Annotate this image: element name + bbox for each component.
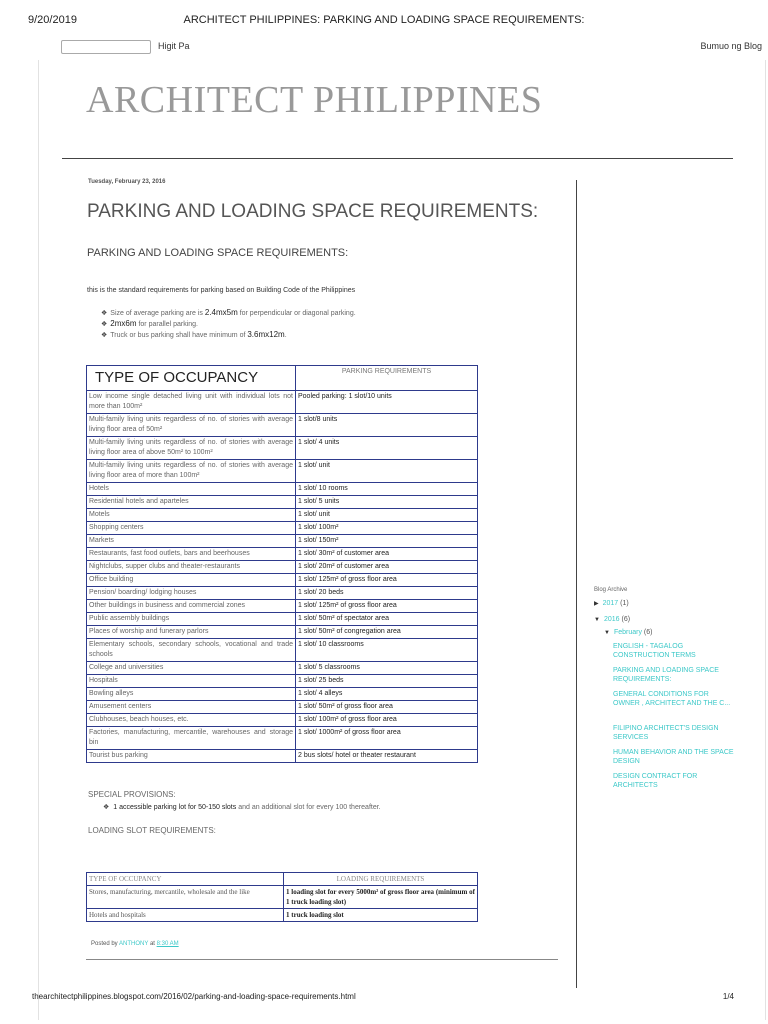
table-row [87,483,478,496]
occupancy-cell: Elementary schools, secondary schools, vocational and trade schools [87,639,296,662]
archive-post-link[interactable]: PARKING AND LOADING SPACE REQUIREMENTS: [613,667,719,683]
archive-post-link[interactable]: GENERAL CONDITIONS FOR OWNER , ARCHITECT AND THE C... [613,691,731,707]
table-row [87,460,478,483]
occupancy-cell: Residential hotels and aparteles [87,496,296,509]
table-row [87,688,478,701]
table-header-row [87,366,478,391]
table-row [87,701,478,714]
occupancy-cell: Places of worship and funerary parlors [87,626,296,639]
requirement-cell: 1 slot/ unit [296,509,478,522]
occupancy-cell: Pension/ boarding/ lodging houses [87,587,296,600]
occupancy-cell: Clubhouses, beach houses, etc. [87,714,296,727]
requirement-cell: 1 slot/ unit [296,460,478,483]
navbar-search-input[interactable] [61,40,151,54]
diamond-bullet-icon: ❖ [103,804,110,811]
post-time-link[interactable]: 8:30 AM [156,941,179,947]
diamond-bullet-icon: ❖ [101,321,108,328]
requirement-cell: 1 slot/ 1000m² of gross floor area [296,727,478,750]
header-divider [62,158,733,159]
triangle-down-icon[interactable]: ▼ [594,617,600,623]
blog-title[interactable]: ARCHITECT PHILIPPINES [86,79,543,121]
table-row [87,886,478,909]
occupancy-cell: Tourist bus parking [87,750,296,763]
requirement-cell: 1 slot/ 125m² of gross floor area [296,600,478,613]
post-footer-divider [86,959,558,960]
requirement-cell: 1 slot/ 4 units [296,437,478,460]
print-date: 9/20/2019 [28,14,77,26]
table-row [87,574,478,587]
table-row [87,909,478,922]
parking-size-list [101,307,356,340]
requirement-cell: 1 slot/ 30m² of customer area [296,548,478,561]
table-row [87,727,478,750]
triangle-right-icon[interactable]: ▶ [594,601,599,607]
column-header-occupancy: TYPE OF OCCUPANCY [87,366,296,391]
column-header-parking: PARKING REQUIREMENTS [296,366,478,391]
occupancy-cell: Multi-family living units regardless of no. of stories with average living floor area of 50m² [87,414,296,437]
requirement-cell: 1 slot/ 10 classrooms [296,639,478,662]
post-footer: Posted by ANTHONY at 8:30 AM [91,941,179,947]
requirement-cell: 1 slot/ 4 alleys [296,688,478,701]
loading-heading: LOADING SLOT REQUIREMENTS: [88,826,216,835]
occupancy-cell: Hotels [87,483,296,496]
requirement-cell: 1 slot/ 25 beds [296,675,478,688]
column-header-occupancy: TYPE OF OCCUPANCY [87,873,284,886]
occupancy-cell: Stores, manufacturing, mercantile, wholesale and the like [87,886,284,909]
requirement-cell: 1 slot/ 100m² of gross floor area [296,714,478,727]
archive-year-2017[interactable]: ▶ 2017 (1) [594,600,629,607]
table-row [87,561,478,574]
requirement-cell: 1 truck loading slot [284,909,478,922]
table-row [87,626,478,639]
archive-title: Blog Archive [594,587,628,593]
archive-month-february[interactable]: ▼ February (6) [604,629,653,636]
archive-post-link[interactable]: FILIPINO ARCHITECT'S DESIGN SERVICES [613,725,719,741]
list-item: ❖ Truck or bus parking shall have minimum of 3.6mx12m. [101,330,287,339]
special-provisions-heading: SPECIAL PROVISIONS: [88,790,176,799]
list-item: ❖ 2mx6m for parallel parking. [101,319,198,328]
table-row [87,437,478,460]
table-row [87,662,478,675]
requirement-cell: 1 slot/ 125m² of gross floor area [296,574,478,587]
table-row [87,496,478,509]
loading-requirements-table [86,872,478,922]
occupancy-cell: Factories, manufacturing, mercantile, warehouses and storage bin [87,727,296,750]
table-row [87,600,478,613]
occupancy-cell: Motels [87,509,296,522]
table-row [87,639,478,662]
occupancy-cell: Public assembly buildings [87,613,296,626]
table-row [87,548,478,561]
occupancy-cell: Low income single detached living unit with individual lots not more than 100m² [87,391,296,414]
post-title[interactable]: PARKING AND LOADING SPACE REQUIREMENTS: [87,201,539,222]
archive-year-2016[interactable]: ▼ 2016 (6) [594,616,631,623]
table-row [87,613,478,626]
post-subheading: PARKING AND LOADING SPACE REQUIREMENTS: [87,247,349,259]
requirement-cell: 1 slot/ 50m² of congregation area [296,626,478,639]
occupancy-cell: Markets [87,535,296,548]
table-row [87,535,478,548]
requirement-cell: 1 slot/8 units [296,414,478,437]
table-row [87,714,478,727]
requirement-cell: 1 slot/ 5 units [296,496,478,509]
requirement-cell: 1 slot/ 20m² of customer area [296,561,478,574]
requirement-cell: 1 slot/ 50m² of gross floor area [296,701,478,714]
requirement-cell: 2 bus slots/ hotel or theater restaurant [296,750,478,763]
table-row [87,587,478,600]
requirement-cell: 1 slot/ 150m² [296,535,478,548]
archive-post-link[interactable]: ENGLISH - TAGALOG CONSTRUCTION TERMS [613,643,696,659]
diamond-bullet-icon: ❖ [101,332,108,339]
occupancy-cell: Other buildings in business and commercial zones [87,600,296,613]
table-header-row [87,873,478,886]
blogger-navbar [0,38,768,58]
list-item: ❖ Size of average parking are is 2.4mx5m for perpendicular or diagonal parking. [101,308,356,317]
next-blog-link[interactable]: Higit Pa [158,41,190,51]
occupancy-cell: Office building [87,574,296,587]
table-row [87,750,478,763]
requirement-cell: 1 loading slot for every 5000m² of gross floor area (minimum of 1 truck loading slot) [284,886,478,909]
table-row [87,675,478,688]
table-row [87,391,478,414]
post-intro: this is the standard requirements for parking based on Building Code of the Philippines [87,287,356,294]
archive-post-link[interactable]: DESIGN CONTRACT FOR ARCHITECTS [613,773,698,789]
occupancy-cell: Multi-family living units regardless of no. of stories with average living floor area of more than 100m² [87,460,296,483]
special-provision-item: ❖ 1 accessible parking lot for 50-150 slots and an additional slot for every 100 thereafter. [103,804,381,811]
table-row [87,414,478,437]
print-url: thearchitectphilippines.blogspot.com/2016/02/parking-and-loading-space-requirements.html [32,992,356,1001]
occupancy-cell: Bowling alleys [87,688,296,701]
occupancy-cell: Hospitals [87,675,296,688]
diamond-bullet-icon: ❖ [101,310,108,317]
requirement-cell: 1 slot/ 50m² of spectator area [296,613,478,626]
author-link[interactable]: ANTHONY [119,941,149,947]
requirement-cell: 1 slot/ 100m² [296,522,478,535]
triangle-down-icon[interactable]: ▼ [604,630,610,636]
occupancy-cell: Nightclubs, supper clubs and theater-restaurants [87,561,296,574]
occupancy-cell: College and universities [87,662,296,675]
print-page-number: 1/4 [722,992,734,1001]
requirement-cell: Pooled parking: 1 slot/10 units [296,391,478,414]
requirement-cell: 1 slot/ 10 rooms [296,483,478,496]
print-page-title: ARCHITECT PHILIPPINES: PARKING AND LOADING SPACE REQUIREMENTS: [183,14,585,26]
column-header-loading: LOADING REQUIREMENTS [284,873,478,886]
requirement-cell: 1 slot/ 5 classrooms [296,662,478,675]
occupancy-cell: Restaurants, fast food outlets, bars and beerhouses [87,548,296,561]
table-row [87,509,478,522]
requirement-cell: 1 slot/ 20 beds [296,587,478,600]
occupancy-cell: Hotels and hospitals [87,909,284,922]
occupancy-cell: Amusement centers [87,701,296,714]
sidebar-divider [576,180,577,988]
post-date: Tuesday, February 23, 2016 [88,179,166,185]
table-row [87,522,478,535]
archive-post-link[interactable]: HUMAN BEHAVIOR AND THE SPACE DESIGN [613,749,734,765]
parking-requirements-table [86,365,478,763]
create-blog-link[interactable]: Bumuo ng Blog [700,41,762,51]
occupancy-cell: Shopping centers [87,522,296,535]
occupancy-cell: Multi-family living units regardless of no. of stories with average living floor area of above 50m² to 100m² [87,437,296,460]
